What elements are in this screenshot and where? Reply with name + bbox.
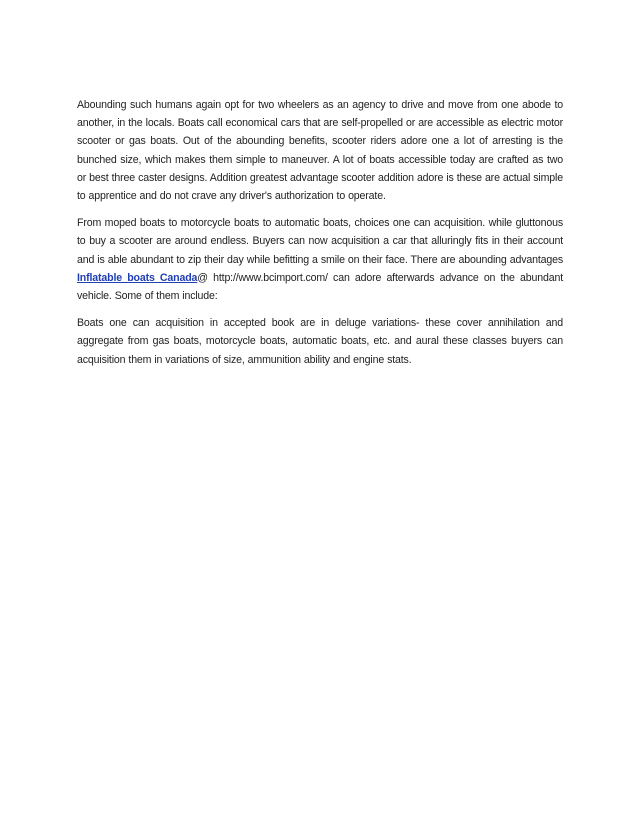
paragraph-3: Boats one can acquisition in accepted book are in deluge variations- these cover annihilation and aggregate from gas boats, motorcycle boats, automatic boats, etc. and aural these classes buyers can acquisition them in variations of size, ammunition ability and engine stats. (77, 317, 563, 366)
paragraph-2-text-before: From moped boats to motorcycle boats to automatic boats, choices one can acquisition. while gluttonous to buy a scooter are around endless. Buyers can now acquisition a car that alluringly fits in their account and is able abundant to zip their day while befitting a smile on their face. There are abounding advantages (77, 217, 563, 266)
inflatable-boats-canada-link[interactable]: Inflatable boats Canada (77, 271, 198, 284)
paragraph-2-text-after: @ http://www.bcimport.com/ can adore afterwards advance on the abundant vehicle. Some of them include: (77, 271, 563, 303)
paragraph-2 (77, 214, 563, 305)
document-body (77, 96, 563, 378)
paragraph-1: Abounding such humans again opt for two wheelers as an agency to drive and move from one abode to another, in the locals. Boats call economical cars that are self-propelled or are accessible as electric motor scooter or gas boats. Out of the abounding benefits, scooter riders adore one a lot of arresting is the bunched size, which makes them simple to maneuver. A lot of boats accessible today are crafted as two or best three caster designs. Addition greatest advantage scooter addition adore is these are actual simple to apprentice and do not crave any driver's authorization to operate. (77, 99, 563, 203)
